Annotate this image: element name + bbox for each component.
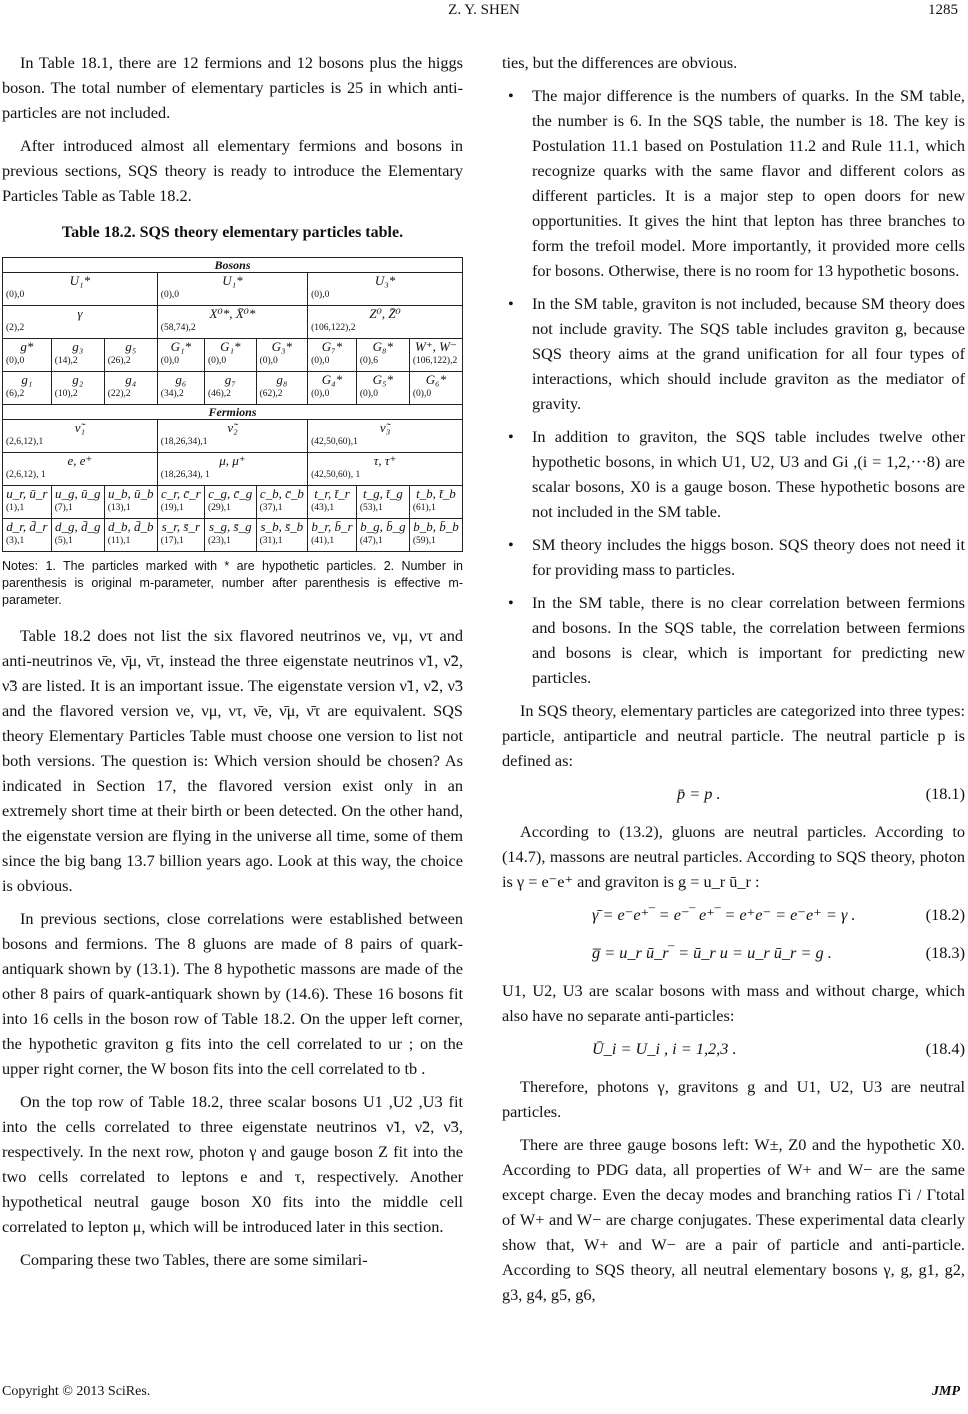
paragraph: After introduced almost all elementary fermions and bosons in previous sections, SQS theory is ready to introduce the Elementary Particles Table as Table 18.2.: [2, 136, 463, 205]
table-cell: g₅ (26),2: [104, 339, 157, 372]
table-cell: g₈ (62),2: [256, 372, 308, 405]
table-cell: g* (0),0: [3, 339, 52, 372]
table-row: [3, 453, 463, 486]
table-cell: W⁺, W⁻ (106,122),2: [409, 339, 462, 372]
table-cell: g₂ (10),2: [51, 372, 104, 405]
table-cell: U₁* (0),0: [3, 273, 158, 306]
table-cell: e, e⁺ (2,6,12), 1: [3, 453, 158, 486]
paragraph: According to (13.2), gluons are neutral particles. According to (14.7), massons are neutral particles. According to SQS theory, photon is γ = e⁻e⁺ and graviton is g = u_r ū_r :: [502, 822, 965, 891]
journal-name: JMP: [932, 1384, 960, 1399]
table-cell: G₆* (0),0: [409, 372, 462, 405]
table-row: [3, 519, 463, 552]
table-cell: G₄* (0),0: [308, 372, 357, 405]
table-cell: u_r, ū_r (1),1: [3, 486, 52, 519]
table-cell: g₆ (34),2: [157, 372, 204, 405]
table-cell: ν̃₂ (18,26,34),1: [157, 420, 307, 453]
equation: [502, 1036, 965, 1068]
copyright: Copyright © 2013 SciRes.: [2, 1384, 151, 1399]
particles-table: [2, 257, 463, 552]
equation-formula: g̅ = u_r ū_r‾ = ū_r u = u_r ū_r = g .: [592, 943, 832, 962]
table-cell: c_b, c̄_b (37),1: [256, 486, 308, 519]
paragraph: There are three gauge bosons left: W±, Z0 and the hypothetic X0. According to PDG data, all properties of W+ and W− are the same except charge. Even the decay modes and branching ratios Γi / Γtotal of W+ and W− are charge conjugates. These experimental data clearly show that, W+ and W− are a pair of particle and anti-particle. According to SQS theory, all neutral elementary bosons γ, g, g1, g2, g3, g4, g5, g6,: [502, 1135, 965, 1304]
list-item: • In the SM table, graviton is not included, because SM theory does not include gravity. The SQS table includes graviton g, because SQS theory aims at the grand unification for all four types of interactions, which should include graviton as the mediator of gravity.: [502, 291, 965, 416]
page-header: [0, 0, 968, 22]
equation: [502, 940, 965, 972]
table-cell: u_b, ū_b (13),1: [104, 486, 157, 519]
equation-formula: Ū_i = U_i , i = 1,2,3 .: [592, 1039, 737, 1058]
table-cell: c_g, c̄_g (29),1: [204, 486, 256, 519]
table-cell: X⁰*, X̄⁰* (58,74),2: [157, 306, 307, 339]
paragraph: In SQS theory, elementary particles are categorized into three types: particle, antiparticle and neutral particle. The neutral particle p is defined as:: [502, 701, 965, 770]
list-item: • In the SM table, there is no clear correlation between fermions and bosons. In the SQS table, the correlation between fermions and bosons is clear, which is important for predicting new particles.: [502, 590, 965, 690]
table-row: [3, 486, 463, 519]
equation: [502, 781, 965, 813]
table-cell: s_r, s̄_r (17),1: [157, 519, 204, 552]
table-cell: s_g, s̄_g (23),1: [204, 519, 256, 552]
table-cell: g₄ (22),2: [104, 372, 157, 405]
table-cell: t_g, t̄_g (53),1: [356, 486, 409, 519]
running-title: Z. Y. SHEN: [448, 2, 520, 18]
table-cell: d_g, d̄_g (5),1: [51, 519, 104, 552]
table-cell: γ (2),2: [3, 306, 158, 339]
table-cell: d_r, d̄_r (3),1: [3, 519, 52, 552]
table-cell: ν̃₃ (42,50,60),1: [308, 420, 463, 453]
left-column: [2, 50, 463, 1280]
table-cell: b_r, b̄_r (41),1: [308, 519, 357, 552]
equation-number: (18.3): [925, 943, 965, 962]
table-row: [3, 420, 463, 453]
equation-formula: γ̄ = e⁻e⁺‾ = e⁻‾ e⁺‾ = e⁺e⁻ = e⁻e⁺ = γ .: [592, 905, 856, 924]
bosons-header: Bosons: [3, 258, 463, 273]
equation-number: (18.4): [925, 1039, 965, 1058]
table-cell: ν̃₁ (2,6,12),1: [3, 420, 158, 453]
paragraph: U1, U2, U3 are scalar bosons with mass and without charge, which also have no separate anti-particles:: [502, 981, 965, 1025]
table-row: [3, 306, 463, 339]
table-cell: b_g, b̄_g (47),1: [356, 519, 409, 552]
table-cell: G₅* (0),0: [356, 372, 409, 405]
table-cell: g₃ (14),2: [51, 339, 104, 372]
table-cell: Z⁰, Z̄⁰ (106,122),2: [308, 306, 463, 339]
table-row: [3, 372, 463, 405]
paragraph: ties, but the differences are obvious.: [502, 53, 738, 72]
table-cell: d_b, d̄_b (11),1: [104, 519, 157, 552]
table-cell: c_r, c̄_r (19),1: [157, 486, 204, 519]
equation: [502, 902, 965, 934]
paragraph: In Table 18.1, there are 12 fermions and 12 bosons plus the higgs boson. The total number of elementary particles is 25 in which anti-particles are not included.: [2, 53, 463, 122]
table-row: [3, 339, 463, 372]
list-item: • SM theory includes the higgs boson. SQS theory does not need it for providing mass to particles.: [502, 532, 965, 582]
table-notes: Notes: 1. The particles marked with * are hypothetic particles. 2. Number in parenthesis is original m-parameter, number after parenthesis is effective m-parameter.: [2, 559, 463, 607]
fermions-header: Fermions: [3, 405, 463, 420]
table-cell: t_b, t̄_b (61),1: [409, 486, 462, 519]
table-cell: G₈* (0),6: [356, 339, 409, 372]
table-cell: s_b, s̄_b (31),1: [256, 519, 308, 552]
table-cell: τ, τ⁺ (42,50,60), 1: [308, 453, 463, 486]
list-item: • The major difference is the numbers of quarks. In the SM table, the number is 6. In the SQS table, the number is 18. The key is Postulation 11.1 based on Postulation 11.2 and Rule 11.1, which recognize quarks with the same flavor and different colors as different particles. It is a major step to open doors for new opportunities. It gives the hint that lepton has three branches to form the trefoil model. More importantly, it provided more cells for bosons. Otherwise, there is no room for 13 hypothetic bosons.: [502, 83, 965, 283]
table-cell: G₃* (0),0: [256, 339, 308, 372]
paragraph: On the top row of Table 18.2, three scalar bosons U1 ,U2 ,U3 fit into the cells correlated to three eigenstate neutrinos ν̃1, ν̃2, ν̃3, respectively. In the next row, photon γ and gauge boson Z fit into the two cells correlated to leptons e and τ, respectively. Another hypothetical neutral gauge boson X0 fits into the middle cell correlated to lepton μ, which will be introduced later in this section.: [2, 1092, 463, 1236]
right-column: [502, 50, 965, 1315]
paragraph: Therefore, photons γ, gravitons g and U1, U2, U3 are neutral particles.: [502, 1077, 965, 1121]
table-cell: g₁ (6),2: [3, 372, 52, 405]
table-cell: G₁* (0),0: [157, 339, 204, 372]
table-cell: b_b, b̄_b (59),1: [409, 519, 462, 552]
list-item: • In addition to graviton, the SQS table includes twelve other hypothetic bosons, in which U1, U2, U3 and Gi ,(i = 1,2,···8) are scalar bosons, X0 is a gauge boson. These hypothetic bosons are not included in the SM table.: [502, 424, 965, 524]
page-number: 1285: [928, 2, 958, 18]
equation-number: (18.2): [925, 905, 965, 924]
bullet-list: [502, 83, 965, 690]
table-cell: g₇ (46),2: [204, 372, 256, 405]
table-cell: G₇* (0),0: [308, 339, 357, 372]
table-cell: U₃* (0),0: [308, 273, 463, 306]
table-cell: U₁* (0),0: [157, 273, 307, 306]
table-cell: u_g, ū_g (7),1: [51, 486, 104, 519]
table-cell: μ, μ⁺ (18,26,34), 1: [157, 453, 307, 486]
equation-formula: p̄ = p .: [677, 784, 721, 803]
table-row: [3, 273, 463, 306]
paragraph: In previous sections, close correlations were established between bosons and fermions. The 8 gluons are made of 8 pairs of quark-antiquark shown by (13.1). The 8 hypothetic massons are made of the other 8 pairs of quark-antiquark shown by (14.6). These 16 bosons fit into 16 cells in the boson row of Table 18.2. On the upper left corner, the hypothetic graviton g fits into the cell correlated to ur ; on the upper right corner, the W boson fits into the cell correlated to tb .: [2, 909, 463, 1078]
paragraph: Table 18.2 does not list the six flavored neutrinos νe, νμ, ντ and anti-neutrinos ν̄e, ν̄μ, ν̄τ, instead the three eigenstate neutrinos ν̃1, ν̃2, ν̃3 are listed. It is an important issue. The eigenstate version ν̃1, ν̃2, ν̃3 and the flavored version νe, νμ, ντ, ν̄e, ν̄μ, ν̄τ are equivalent. SQS theory Elementary Particles Table must choose one version to list not both versions. The question is: Which version should be chosen? As indicated in Section 17, the flavored version exist only in an extremely short time at their birth or been detected. On the other hand, the eigenstate version are flying in the universe all time, some of them since the big bang 13.7 billion years ago. Look at this way, the choice is obvious.: [2, 626, 463, 895]
table-cell: G₁* (0),0: [204, 339, 256, 372]
table-caption: Table 18.2. SQS theory elementary particles table.: [61, 224, 404, 241]
equation-number: (18.1): [925, 784, 965, 803]
paragraph: Comparing these two Tables, there are some similari-: [20, 1250, 368, 1269]
table-cell: t_r, t̄_r (43),1: [308, 486, 357, 519]
